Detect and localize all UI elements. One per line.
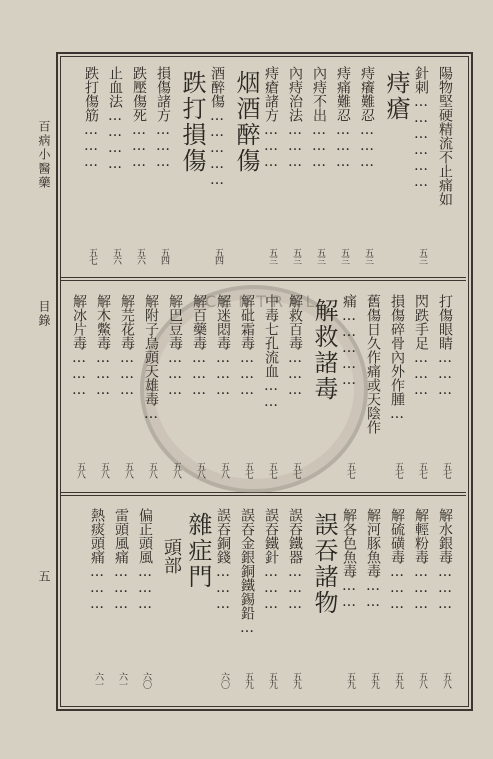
toc-entry: 中毒七孔流血…… [263,294,279,410]
toc-entry: 熱痰頭痛……… [89,508,105,612]
toc-page-number: 六一 [117,672,127,688]
toc-entry: 解河豚魚毒…… [365,508,381,610]
toc-entry: 止血法………… [107,66,123,172]
toc-page-number: 五九 [345,672,355,688]
toc-entry: 陽物堅硬精流不止痛如 [437,66,453,206]
toc-page-number: 五八 [219,462,229,478]
toc-entry: 解芫花毒……… [119,294,135,398]
toc-entry: 跌壓傷死……… [131,66,147,170]
toc-entry: 針刺……………… [413,66,429,190]
toc-page-number: 五八 [171,462,181,478]
toc-subheading: 頭部 [161,538,182,574]
toc-entry: 痔癢難忍……… [359,66,375,170]
toc-page-number: 五四 [213,248,223,264]
toc-entry: 內痔治法……… [287,66,303,170]
toc-entry: 痔瘡諸方……… [263,66,279,170]
toc-entry: 解各色魚毒…… [341,508,357,610]
toc-heading: 痔瘡 [382,70,410,122]
toc-entry: 酒醉傷…………… [209,66,225,188]
toc-entry: 內痔不出……… [311,66,327,170]
toc-entry: 誤吞金銀銅鐵錫鉛… [239,508,255,636]
toc-page-number: 五七 [441,462,451,478]
toc-entry: 解輕粉毒……… [413,508,429,612]
toc-page-number: 六〇 [219,672,229,688]
toc-page-number: 五九 [369,672,379,688]
toc-entry: 解百藥毒……… [191,294,207,398]
toc-entry: 誤吞鐵器……… [287,508,303,612]
toc-entry: 解巴豆毒……… [167,294,183,398]
section-divider-top [60,277,466,278]
toc-page-number: 五九 [243,672,253,688]
toc-entry: 閃跌手足……… [413,294,429,398]
section-divider-top-inner [60,280,466,281]
toc-entry: 打傷眼睛……… [437,294,453,398]
section-label: 目錄 [37,300,51,328]
toc-heading: 烟酒醉傷 [232,70,260,174]
toc-page-number: 五三 [417,248,427,264]
toc-entry: 誤吞鐵針……… [263,508,279,612]
toc-page-number: 五三 [291,248,301,264]
library-stamp-text: CENTRAL [205,292,321,311]
toc-entry: 跌打傷筋……… [83,66,99,170]
toc-heading: 誤吞諸物 [310,512,338,616]
toc-page-number: 五六 [111,248,121,264]
toc-page-number: 五八 [75,462,85,478]
toc-entry: 痛…………… [341,294,357,388]
toc-page-number: 五八 [147,462,157,478]
toc-page-number: 五三 [267,248,277,264]
page-number: 五 [37,570,51,584]
toc-entry: 解附子烏頭天雄毒… [143,294,159,422]
toc-page-number: 五八 [123,462,133,478]
toc-heading: 雜症門 [184,512,212,590]
toc-page-number: 五八 [99,462,109,478]
toc-entry: 痔痛難忍……… [335,66,351,170]
toc-entry: 誤吞銅錢……… [215,508,231,612]
book-title: 百病小醫藥 [37,120,51,190]
toc-page-number: 五八 [441,672,451,688]
toc-page-number: 五九 [393,672,403,688]
toc-entry: 舊傷日久作痛或天陰作 [365,294,381,434]
toc-page-number: 五七 [291,462,301,478]
toc-heading: 解救諸毒 [310,298,338,402]
toc-entry: 偏正頭風……… [137,508,153,612]
toc-page-number: 五七 [393,462,403,478]
toc-entry: 解水銀毒……… [437,508,453,612]
toc-entry: 損傷碎骨內外作腫… [389,294,405,422]
section-divider-bottom-inner [60,495,466,496]
toc-page-number: 五七 [243,462,253,478]
toc-page-number: 五六 [135,248,145,264]
toc-page-number: 五三 [339,248,349,264]
toc-entry: 雷頭風痛……… [113,508,129,612]
toc-entry: 解救百毒……… [287,294,303,398]
toc-page-number: 五七 [267,462,277,478]
toc-entry: 解木鱉毒……… [95,294,111,398]
toc-page-number: 五三 [315,248,325,264]
toc-entry: 解砒霜毒……… [239,294,255,398]
toc-entry: 解冰片毒……… [71,294,87,398]
toc-heading: 跌打損傷 [178,70,206,174]
toc-page-number: 五八 [195,462,205,478]
toc-entry: 解硫磺毒……… [389,508,405,612]
toc-entry: 解迷悶毒……… [215,294,231,398]
toc-page-number: 五三 [363,248,373,264]
toc-page-number: 五九 [267,672,277,688]
toc-page-number: 五九 [291,672,301,688]
toc-page-number: 五四 [159,248,169,264]
toc-page-number: 六一 [93,672,103,688]
toc-entry: 損傷諸方……… [155,66,171,170]
toc-page-number: 五七 [87,248,97,264]
toc-page-number: 五七 [345,462,355,478]
toc-page-number: 五七 [417,462,427,478]
toc-page-number: 六〇 [141,672,151,688]
toc-page-number: 五八 [417,672,427,688]
